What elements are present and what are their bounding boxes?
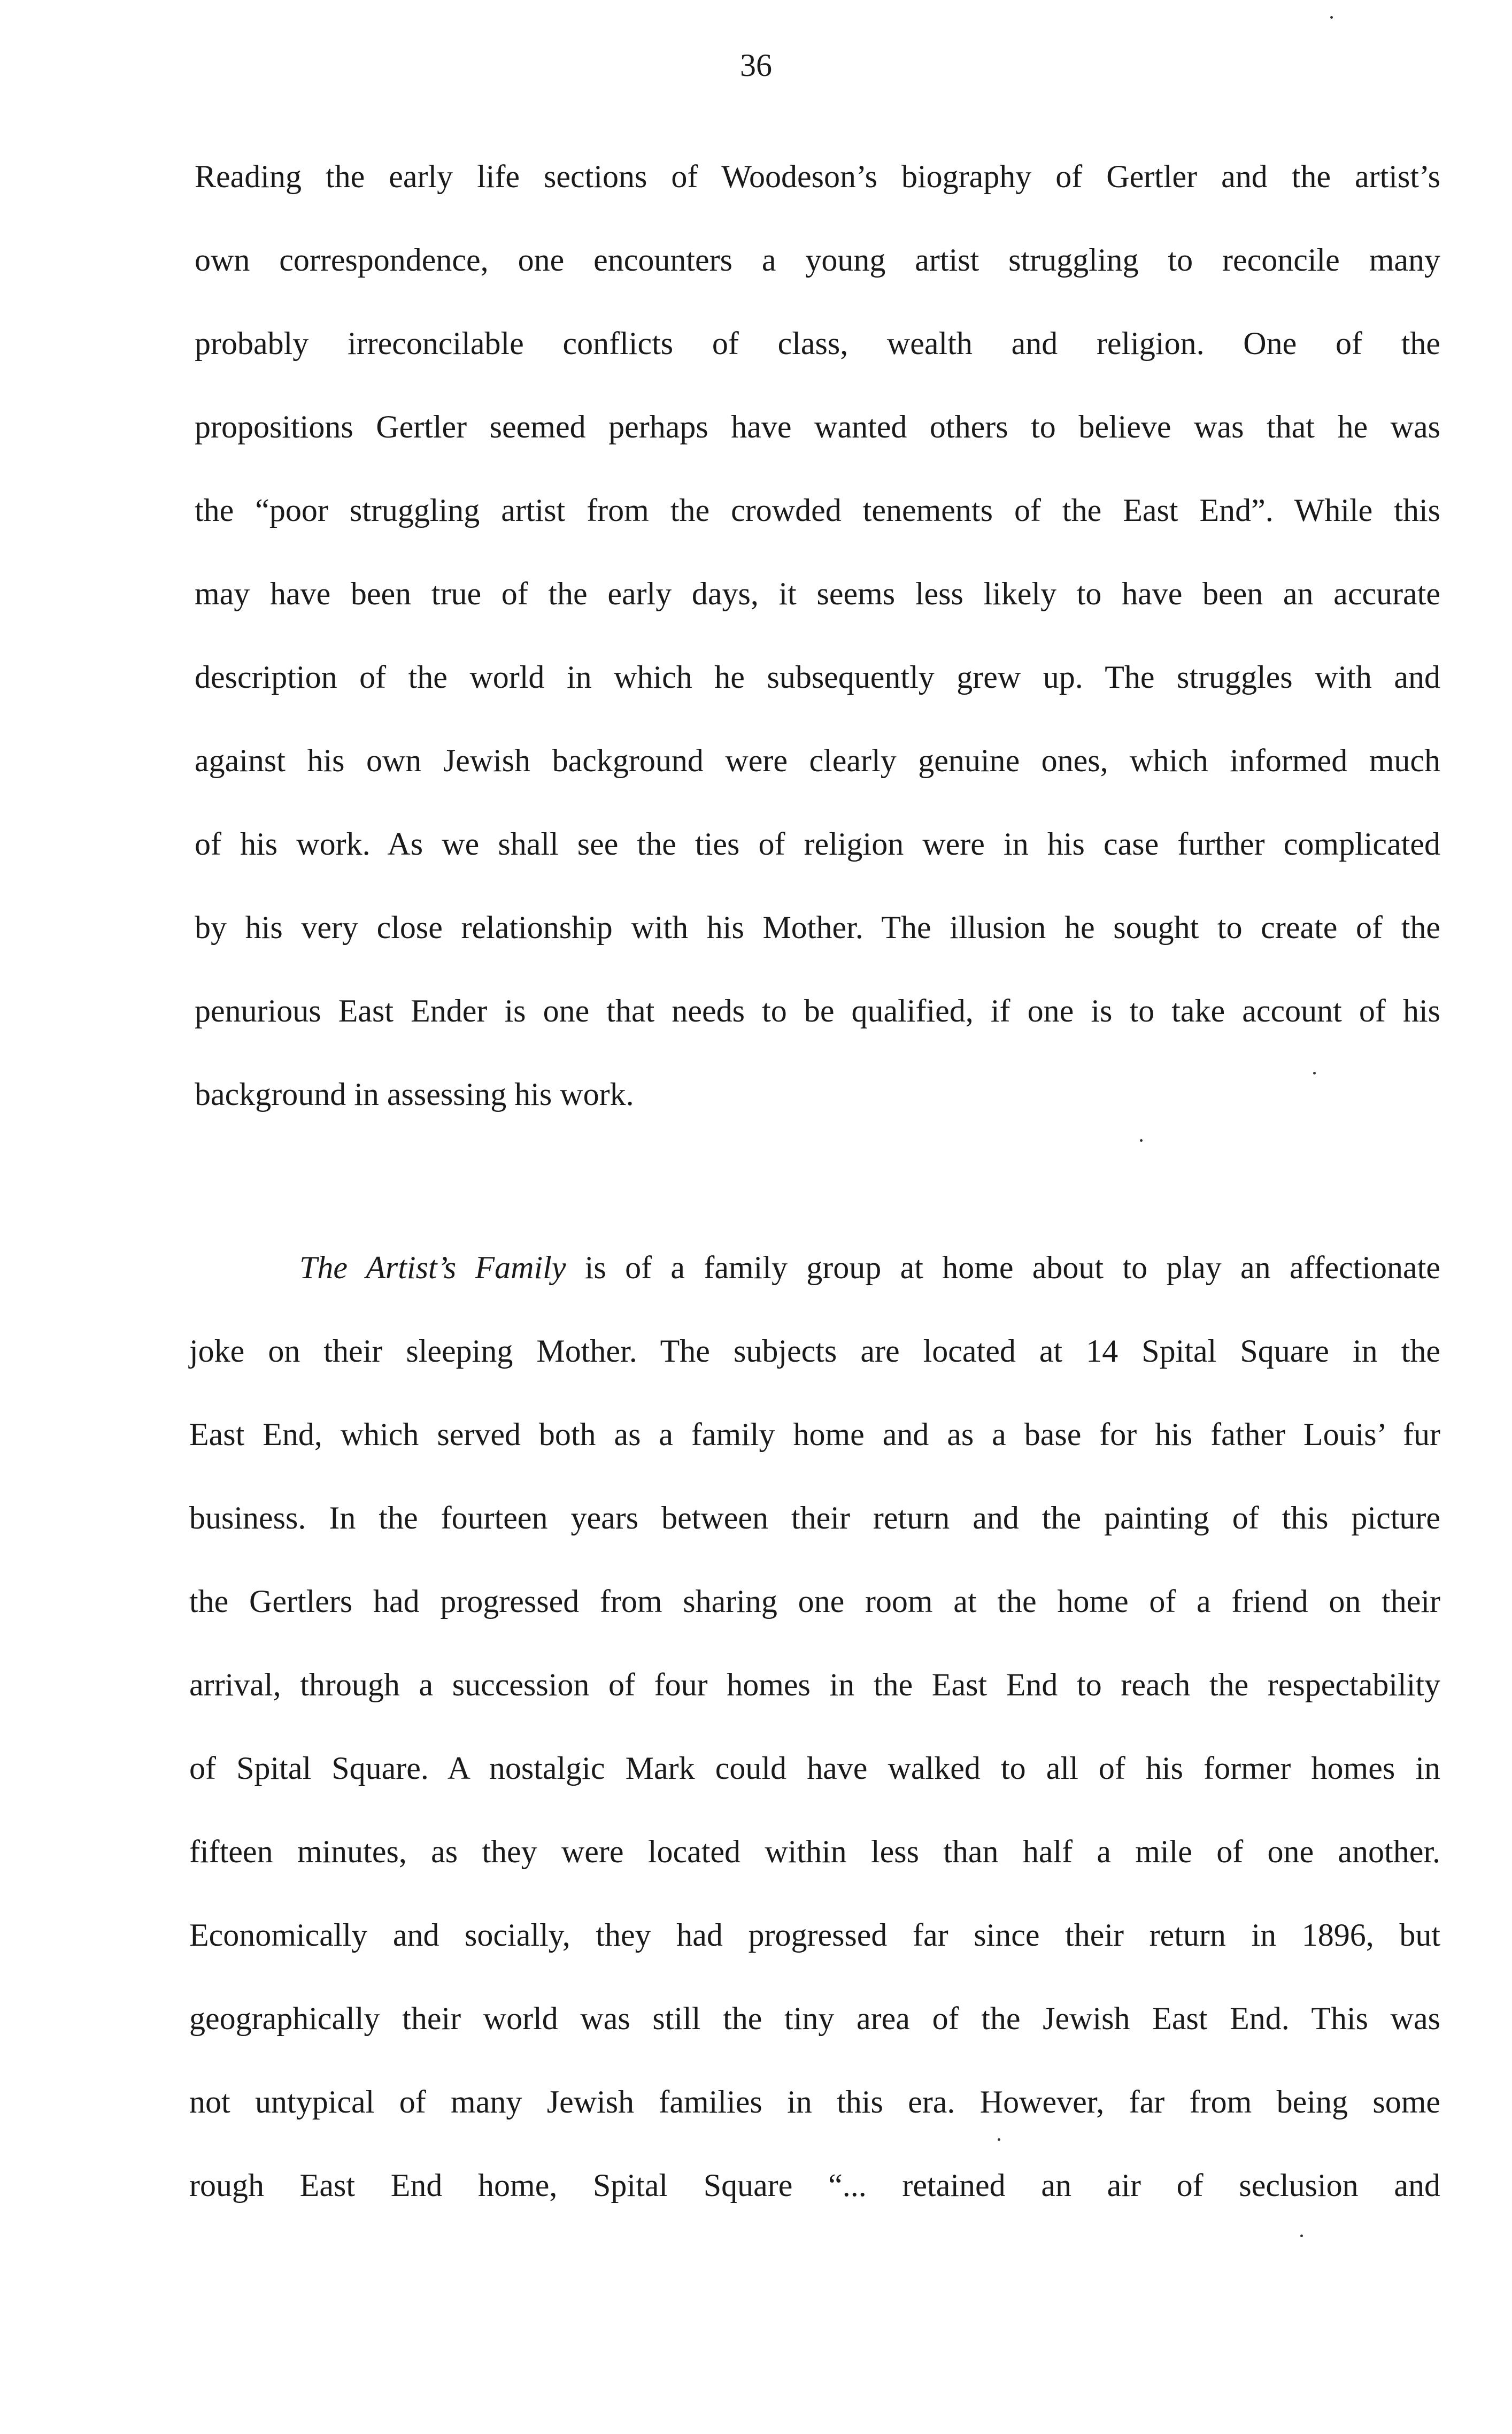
- text-line: background in assessing his work.: [195, 1077, 634, 1112]
- text-line: geographically their world was still the tiny area of the Jewish East End. This was: [189, 2001, 1440, 2036]
- text-line: probably irreconcilable conflicts of class, wealth and religion. One of the: [195, 326, 1440, 361]
- text-line: arrival, through a succession of four homes in the East End to reach the respectability: [189, 1667, 1440, 1702]
- text-line-rest: is of a family group at home about to play an affectionate: [566, 1250, 1440, 1285]
- text-line: by his very close relationship with his Mother. The illusion he sought to create of the: [195, 910, 1440, 945]
- scan-speck: [1300, 2235, 1303, 2237]
- scan-speck: [1313, 1072, 1316, 1074]
- text-line: the Gertlers had progressed from sharing one room at the home of a friend on their: [189, 1584, 1440, 1619]
- artwork-title: The Artist’s Family: [299, 1250, 566, 1285]
- text-line: not untypical of many Jewish families in this era. However, far from being some: [189, 2084, 1440, 2120]
- text-line: rough East End home, Spital Square “... retained an air of seclusion and: [189, 2168, 1440, 2203]
- text-line: against his own Jewish background were clearly genuine ones, which informed much: [195, 743, 1440, 778]
- text-line: the “poor struggling artist from the crowded tenements of the East End”. While this: [195, 493, 1440, 528]
- text-line: of his work. As we shall see the ties of religion were in his case further complicated: [195, 826, 1440, 862]
- text-line: own correspondence, one encounters a young artist struggling to reconcile many: [195, 242, 1440, 278]
- text-line: propositions Gertler seemed perhaps have wanted others to believe was that he was: [195, 409, 1440, 444]
- text-line: Economically and socially, they had progressed far since their return in 1896, but: [189, 1917, 1440, 1953]
- scan-speck: [998, 2138, 1000, 2141]
- scan-speck: [1330, 16, 1333, 19]
- text-line: [299, 1246, 1440, 1289]
- text-line: East End, which served both as a family home and as a base for his father Louis’ fur: [189, 1417, 1440, 1452]
- text-line: joke on their sleeping Mother. The subjects are located at 14 Spital Square in the: [189, 1333, 1440, 1369]
- text-line: business. In the fourteen years between their return and the painting of this picture: [189, 1500, 1440, 1535]
- text-line: of Spital Square. A nostalgic Mark could have walked to all of his former homes in: [189, 1750, 1440, 1786]
- scan-speck: [1140, 1139, 1143, 1142]
- text-line: description of the world in which he subsequently grew up. The struggles with and: [195, 659, 1440, 695]
- text-line: may have been true of the early days, it seems less likely to have been an accurate: [195, 576, 1440, 611]
- text-line: fifteen minutes, as they were located within less than half a mile of one another.: [189, 1834, 1440, 1869]
- text-line: Reading the early life sections of Woodeson’s biography of Gertler and the artist’s: [195, 159, 1440, 194]
- text-line: penurious East Ender is one that needs to be qualified, if one is to take account of his: [195, 993, 1440, 1028]
- page-number: 36: [740, 48, 772, 83]
